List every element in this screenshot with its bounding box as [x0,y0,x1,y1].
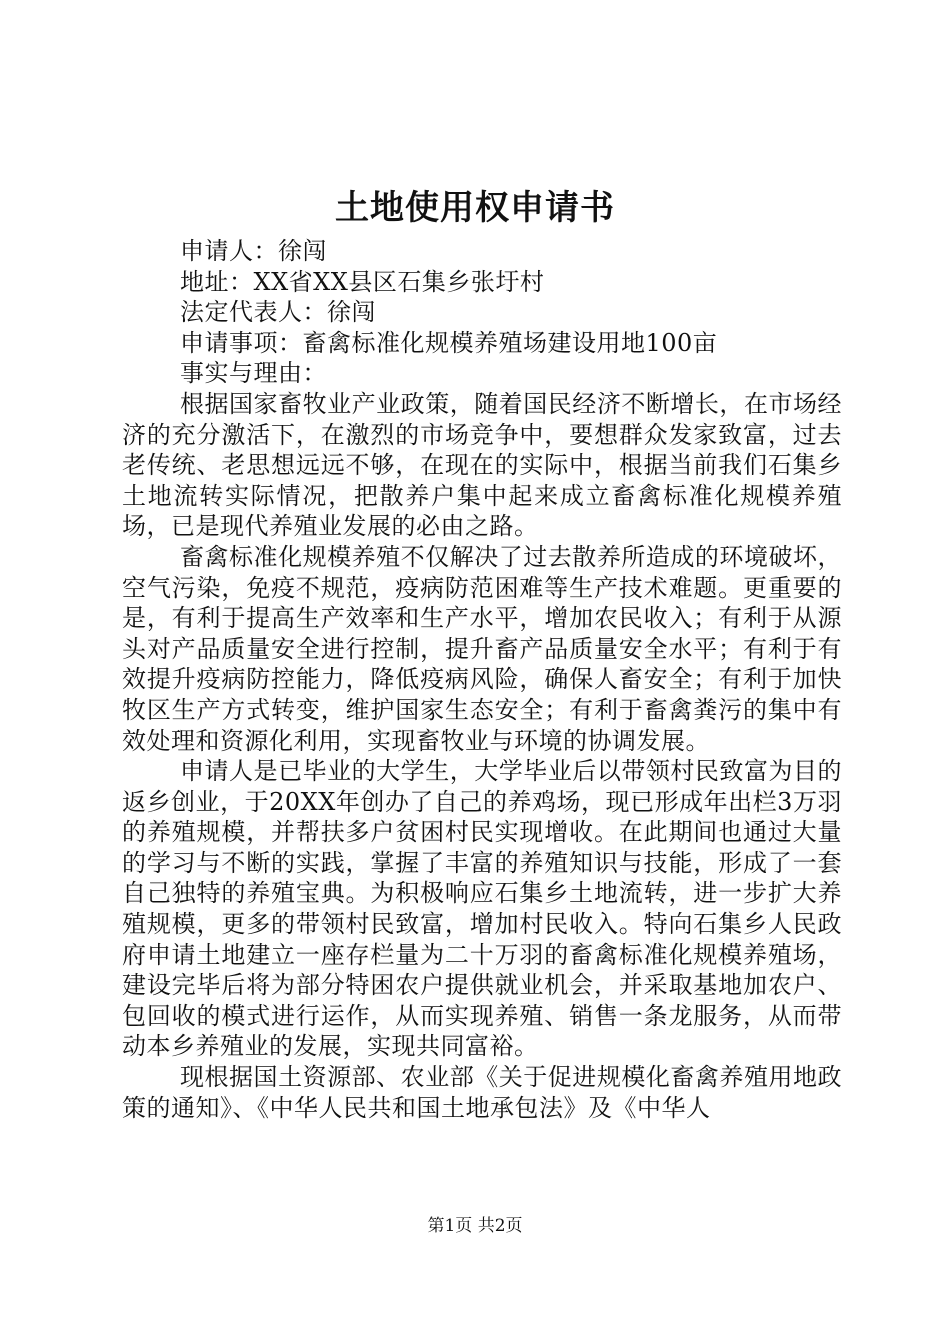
paragraph-benefits: 畜禽标准化规模养殖不仅解决了过去散养所造成的环境破坏，空气污染，免疫不规范，疫病防范困难等生产技术难题。更重要的是，有利于提高生产效率和生产水平，增加农民收入；有利于从源头对产品质量安全进行控制，提升畜产品质量安全水平；有利于有效提升疫病防控能力，降低疫病风险，确保人畜安全；有利于加快牧区生产方式转变，维护国家生态安全；有利于畜禽粪污的集中有效处理和资源化利用，实现畜牧业与环境的协调发展。 [122,542,842,755]
paragraph-policy: 根据国家畜牧业产业政策，随着国民经济不断增长，在市场经济的充分激活下，在激烈的市场竞争中，要想群众发家致富，过去老传统、老思想远远不够，在现在的实际中，根据当前我们石集乡土地流转实际情况，把散养户集中起来成立畜禽标准化规模养殖场，已是现代养殖业发展的必由之路。 [122,389,842,541]
field-legal-representative: 法定代表人：徐闯 [180,298,376,327]
document-title: 土地使用权申请书 [335,188,615,228]
field-application-item: 申请事项：畜禽标准化规模养殖场建设用地100亩 [180,328,718,357]
page-footer: 第1页 共2页 [427,1216,523,1236]
field-facts-and-reasons: 事实与理由： [180,359,327,388]
field-address: 地址：XX省XX县区石集乡张圩村 [180,267,545,296]
paragraph-legal-basis: 现根据国土资源部、农业部《关于促进规模化畜禽养殖用地政策的通知》、《中华人民共和国土地承包法》及《中华人 [122,1063,842,1122]
paragraph-applicant-background: 申请人是已毕业的大学生，大学毕业后以带领村民致富为目的返乡创业，于20XX年创办了自己的养鸡场，现已形成年出栏3万羽的养殖规模，并帮扶多户贫困村民实现增收。在此期间也通过大量的学习与不断的实践，掌握了丰富的养殖知识与技能，形成了一套自己独特的养殖宝典。为积极响应石集乡土地流转，进一步扩大养殖规模，更多的带领村民致富，增加村民收入。特向石集乡人民政府申请土地建立一座存栏量为二十万羽的畜禽标准化规模养殖场，建设完毕后将为部分特困农户提供就业机会，并采取基地加农户、包回收的模式进行运作，从而实现养殖、销售一条龙服务，从而带动本乡养殖业的发展，实现共同富裕。 [122,757,842,1061]
document-body [122,236,842,1123]
field-applicant: 申请人：徐闯 [180,237,327,265]
